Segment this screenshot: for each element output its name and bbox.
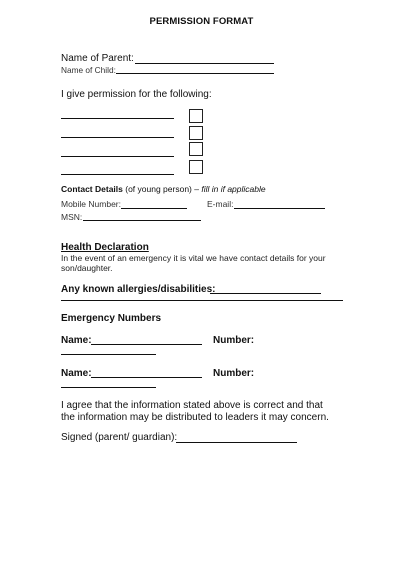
emergency-1-number-label: Number:: [213, 335, 255, 346]
contact-details-heading: [61, 184, 266, 194]
permission-item-3-checkbox[interactable]: [189, 142, 203, 156]
page-title: PERMISSION FORMAT: [149, 16, 254, 27]
mobile-label: Mobile Number:: [61, 199, 121, 209]
email-field[interactable]: [234, 208, 325, 209]
emergency-numbers-heading: Emergency Numbers: [61, 313, 162, 324]
child-name-field[interactable]: [116, 73, 274, 74]
msn-label: MSN:: [61, 212, 83, 222]
permission-item-4-field[interactable]: [61, 174, 174, 175]
permission-item-1-checkbox[interactable]: [189, 109, 203, 123]
emergency-1-name-field[interactable]: [91, 344, 202, 345]
signed-label: Signed (parent/ guardian):: [61, 432, 178, 443]
emergency-2-name-field[interactable]: [91, 377, 202, 378]
contact-heading-paren: (of young person) –: [125, 184, 199, 194]
parent-name-field[interactable]: [135, 63, 274, 64]
emergency-1-name-label: Name:: [61, 335, 92, 346]
agreement-text: I agree that the information stated above is correct and that the information may be distributed to leaders it may concern.: [61, 400, 329, 423]
permission-heading: I give permission for the following:: [61, 89, 212, 100]
emergency-2-number-label: Number:: [213, 368, 255, 379]
health-declaration-text: In the event of an emergency it is vital we have contact details for your son/daughter.: [61, 253, 326, 273]
permission-item-3-field[interactable]: [61, 156, 174, 157]
emergency-2-number-field[interactable]: [61, 387, 156, 388]
emergency-1-number-field[interactable]: [61, 354, 156, 355]
permission-item-4-checkbox[interactable]: [189, 160, 203, 174]
contact-heading-bold: Contact Details: [61, 184, 123, 194]
permission-item-2-field[interactable]: [61, 137, 174, 138]
allergies-field-continued[interactable]: [61, 300, 343, 301]
permission-item-2-checkbox[interactable]: [189, 126, 203, 140]
child-name-label: Name of Child:: [61, 65, 116, 75]
contact-heading-italic: fill in if applicable: [201, 184, 266, 194]
parent-name-label: Name of Parent:: [61, 53, 134, 64]
signature-field[interactable]: [176, 442, 297, 443]
permission-item-1-field[interactable]: [61, 118, 174, 119]
allergies-field[interactable]: [210, 293, 321, 294]
email-label: E-mail:: [207, 199, 234, 209]
msn-field[interactable]: [83, 220, 201, 221]
allergies-label: Any known allergies/disabilities:: [61, 284, 216, 295]
health-declaration-heading: Health Declaration: [61, 242, 149, 253]
emergency-2-name-label: Name:: [61, 368, 92, 379]
mobile-field[interactable]: [121, 208, 187, 209]
